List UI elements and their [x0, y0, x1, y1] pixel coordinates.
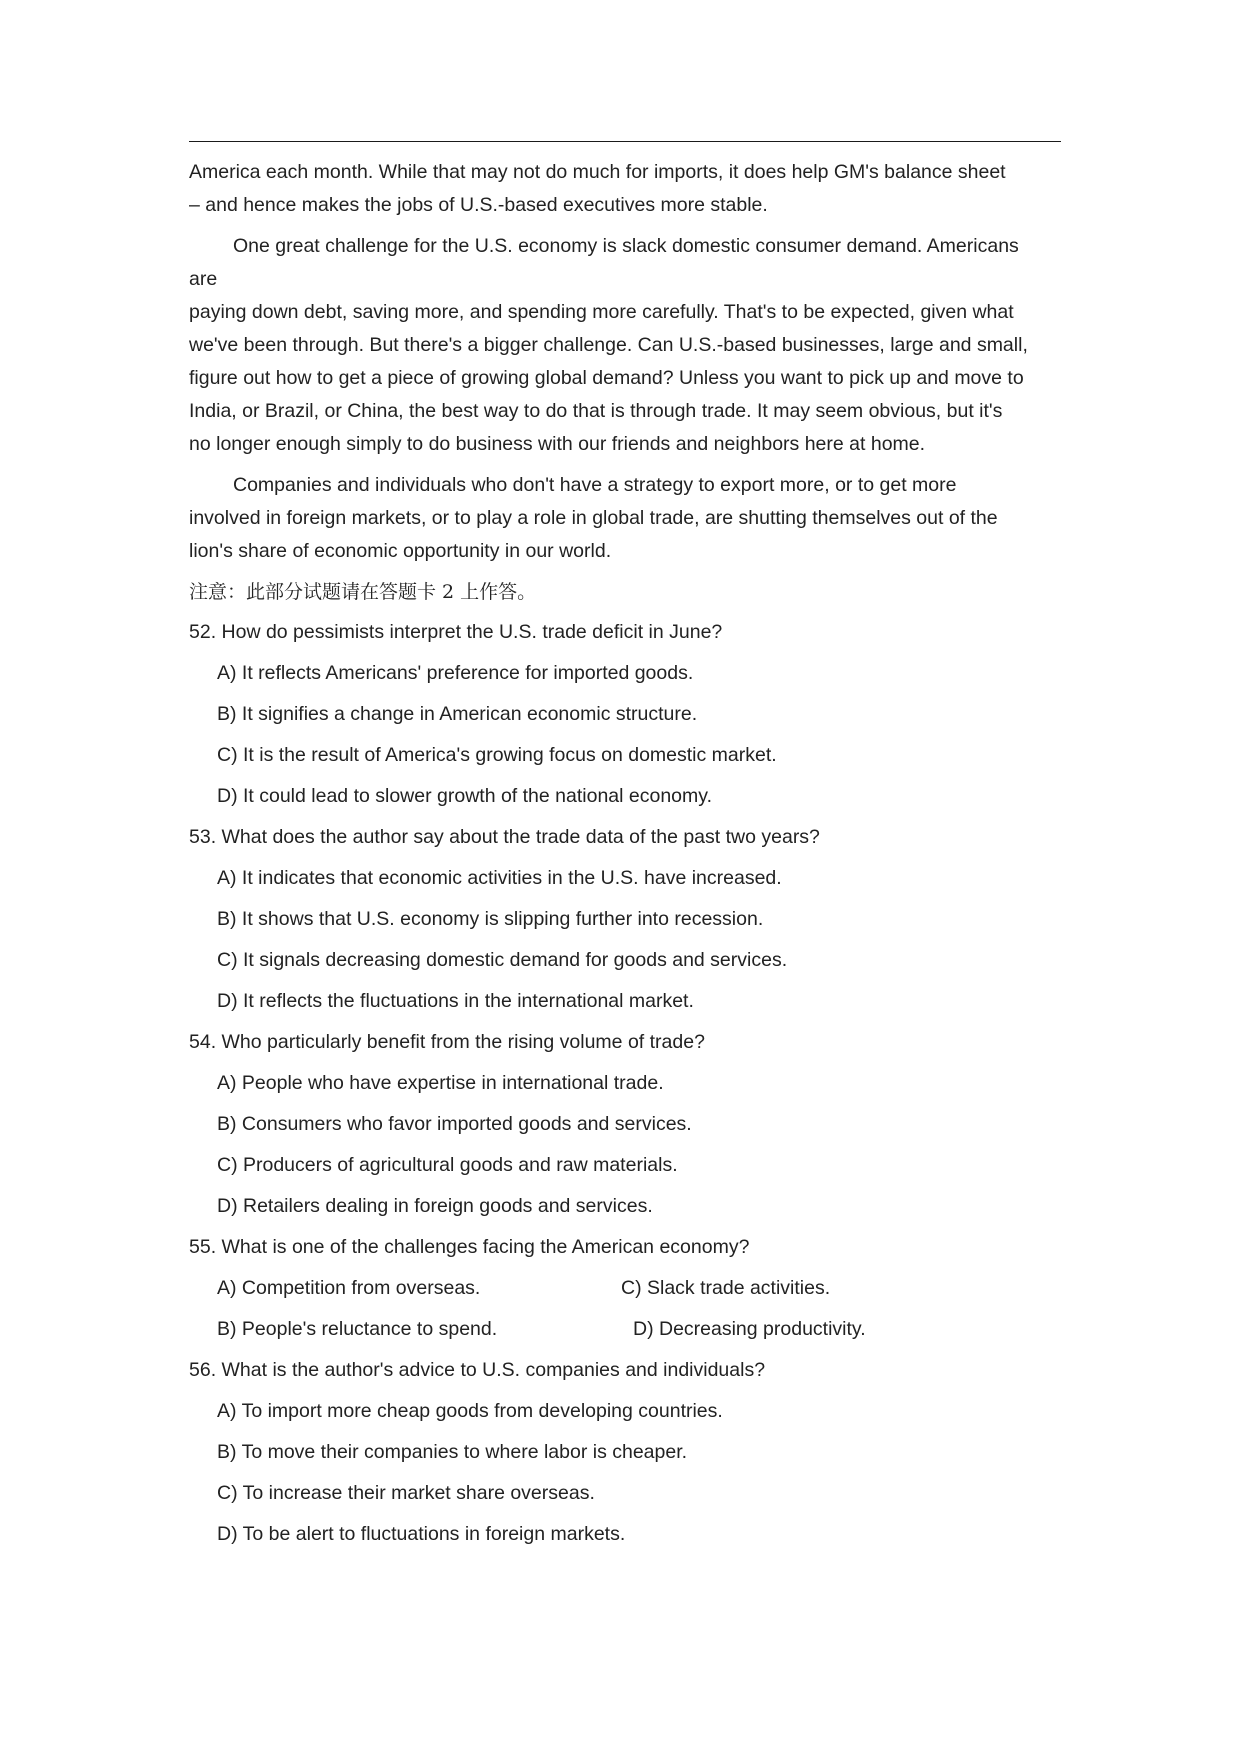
question-56-stem: 56. What is the author's advice to U.S. companies and individuals?: [189, 1359, 766, 1381]
option-d: D) It could lead to slower growth of the national economy.: [217, 785, 712, 807]
option-b: B) It signifies a change in American economic structure.: [217, 703, 698, 725]
options-row: [217, 1313, 1061, 1346]
passage-line: lion's share of economic opportunity in our world.: [189, 540, 612, 562]
option-a: A) It reflects Americans' preference for imported goods.: [217, 662, 694, 684]
option-d: D) It reflects the fluctuations in the international market.: [217, 990, 694, 1012]
option-d: D) To be alert to fluctuations in foreign markets.: [217, 1523, 626, 1545]
option-b: B) Consumers who favor imported goods and services.: [217, 1113, 692, 1135]
passage-line: we've been through. But there's a bigger challenge. Can U.S.-based businesses, large and small,: [189, 334, 1028, 356]
option-c: C) Slack trade activities.: [621, 1277, 831, 1299]
option-c: C) It signals decreasing domestic demand for goods and services.: [217, 949, 788, 971]
passage-paragraph-2: [189, 230, 1061, 461]
passage-paragraph-3: [189, 469, 1061, 568]
passage-line: One great challenge for the U.S. economy is slack domestic consumer demand. Americans: [233, 235, 1019, 257]
header-rule: [189, 141, 1061, 142]
question-54-stem: 54. Who particularly benefit from the rising volume of trade?: [189, 1031, 705, 1053]
passage-line: America each month. While that may not do much for imports, it does help GM's balance sheet: [189, 161, 1006, 183]
option-a: A) People who have expertise in international trade.: [217, 1072, 664, 1094]
question-54-options: [189, 1067, 1061, 1223]
question-52-options: [189, 657, 1061, 813]
option-b: B) To move their companies to where labor is cheaper.: [217, 1441, 688, 1463]
page-content: [189, 156, 1061, 1559]
question-53-stem: 53. What does the author say about the trade data of the past two years?: [189, 826, 820, 848]
answer-sheet-notice: 注意：此部分试题请在答题卡 2 上作答。: [189, 581, 537, 603]
question-55-stem: 55. What is one of the challenges facing the American economy?: [189, 1236, 750, 1258]
question-55-options: [189, 1272, 1061, 1346]
passage-line: figure out how to get a piece of growing global demand? Unless you want to pick up and move to: [189, 367, 1024, 389]
passage-line: paying down debt, saving more, and spending more carefully. That's to be expected, given what: [189, 301, 1014, 323]
option-b: B) It shows that U.S. economy is slipping further into recession.: [217, 908, 764, 930]
question-52-stem: 52. How do pessimists interpret the U.S. trade deficit in June?: [189, 621, 723, 643]
option-a: A) It indicates that economic activities in the U.S. have increased.: [217, 867, 782, 889]
question-56-options: [189, 1395, 1061, 1551]
passage-line: – and hence makes the jobs of U.S.-based executives more stable.: [189, 194, 768, 216]
option-c: C) It is the result of America's growing focus on domestic market.: [217, 744, 777, 766]
exam-page: [189, 0, 1061, 1754]
option-a: A) Competition from overseas.: [217, 1277, 481, 1299]
options-row: [217, 1272, 1061, 1305]
passage-line: India, or Brazil, or China, the best way to do that is through trade. It may seem obvious, but it's: [189, 400, 1003, 422]
option-d: D) Decreasing productivity.: [633, 1318, 866, 1340]
option-c: C) To increase their market share overseas.: [217, 1482, 595, 1504]
passage-line: no longer enough simply to do business with our friends and neighbors here at home.: [189, 433, 926, 455]
option-d: D) Retailers dealing in foreign goods and services.: [217, 1195, 653, 1217]
option-a: A) To import more cheap goods from developing countries.: [217, 1400, 723, 1422]
passage-line: Companies and individuals who don't have a strategy to export more, or to get more: [233, 474, 957, 496]
passage-paragraph-1: [189, 156, 1061, 222]
option-c: C) Producers of agricultural goods and raw materials.: [217, 1154, 678, 1176]
option-b: B) People's reluctance to spend.: [217, 1318, 498, 1340]
question-53-options: [189, 862, 1061, 1018]
passage-line: are: [189, 268, 218, 290]
passage-line: involved in foreign markets, or to play a role in global trade, are shutting themselves out of the: [189, 507, 998, 529]
